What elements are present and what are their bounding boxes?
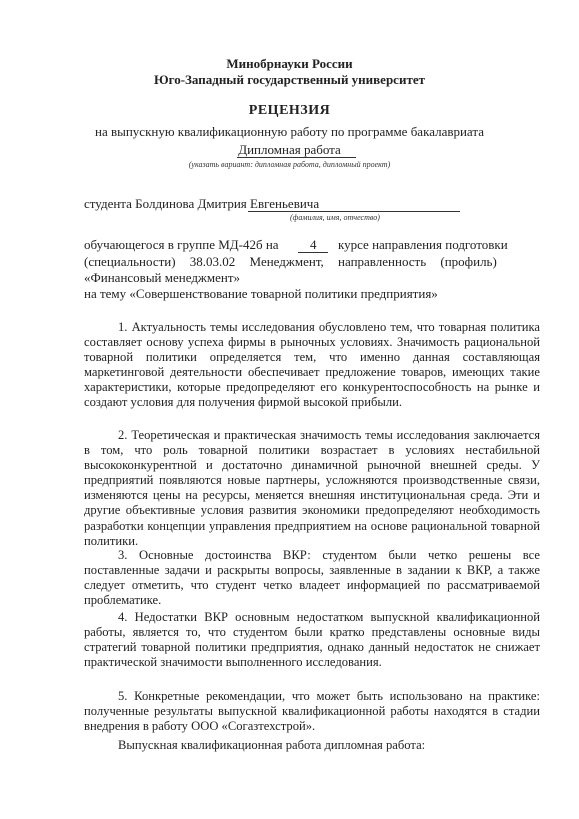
paragraph-relevance: 1. Актуальность темы исследования обусловлено тем, что товарная политика составляет основу успеха фирмы в рыночных условиях. Значимость рациональной товарной политики определяется тем, что именно данная составляющая маркетинговой деятельности обеспечивает предложение товаров, имеющих такие характеристики, которые предопределяют его конкурентоспособность на рынке и создают условия для получения фирмой высокой прибыли.	[84, 320, 540, 410]
study-line-group-b: курсе направления подготовки	[338, 237, 508, 252]
ministry-name: Минобрнауки России	[226, 56, 353, 71]
work-type-note: (указать вариант: дипломная работа, дипломный проект)	[188, 160, 391, 169]
university-name: Юго-Западный государственный университет	[154, 72, 425, 87]
study-line-topic: на тему «Совершенствование товарной политики предприятия»	[84, 286, 438, 301]
study-line-specialty: (специальности) 38.03.02 Менеджмент, направленность (профиль)	[84, 254, 497, 269]
document-heading: РЕЦЕНЗИЯ	[248, 103, 331, 118]
student-name-line: студента Болдинова Дмитрия Евгеньевича	[84, 196, 320, 211]
study-line-group-a: обучающегося в группе МД-42б на	[84, 237, 279, 252]
paragraph-recommendations: 5. Конкретные рекомендации, что может быть использовано на практике: полученные результаты выпускной квалификационной работы находятся в стадии внедрения в работу ООО «Согазтехстрой».	[84, 689, 540, 734]
paragraph-strengths: 3. Основные достоинства ВКР: студентом были четко решены все поставленные задачи и раскрыты вопросы, заявленные в задании к ВКР, а также следует отметить, что студент четко владеет информацией по рассматриваемой проблематике.	[84, 548, 540, 608]
student-name-underline	[248, 211, 460, 212]
paragraph-weaknesses: 4. Недостатки ВКР основным недостатком выпускной квалификационной работы, является то, что студентом были кратко представлены основные виды стратегий товарной политики предприятия, однако данный недостаток не снижает практической значимости выполненного исследования.	[84, 610, 540, 670]
document-subheading: на выпускную квалификационную работу по программе бакалавриата	[95, 124, 484, 139]
course-underline	[298, 252, 328, 253]
paragraph-significance: 2. Теоретическая и практическая значимость темы исследования заключается в том, что роль товарной политики возрастает в условиях нестабильной высококонкурентной и достаточно динамичной рыночной внешней среды. У предприятий появляются новые партнеры, усложняются производственные связи, изменяются цены на ресурсы, меняется внешняя институциональная среда. Эти и другие объективные условия развития экономики предопределяют необходимость разработки концепции управления предприятием на основе рациональной товарной политики.	[84, 428, 540, 548]
student-name-note: (фамилия, имя, отчество)	[290, 213, 380, 222]
study-course-number: 4	[310, 237, 317, 252]
closing-line: Выпускная квалификационная работа дипломная работа:	[118, 738, 426, 752]
work-type: Дипломная работа	[238, 142, 341, 157]
study-line-profile: «Финансовый менеджмент»	[84, 270, 241, 285]
